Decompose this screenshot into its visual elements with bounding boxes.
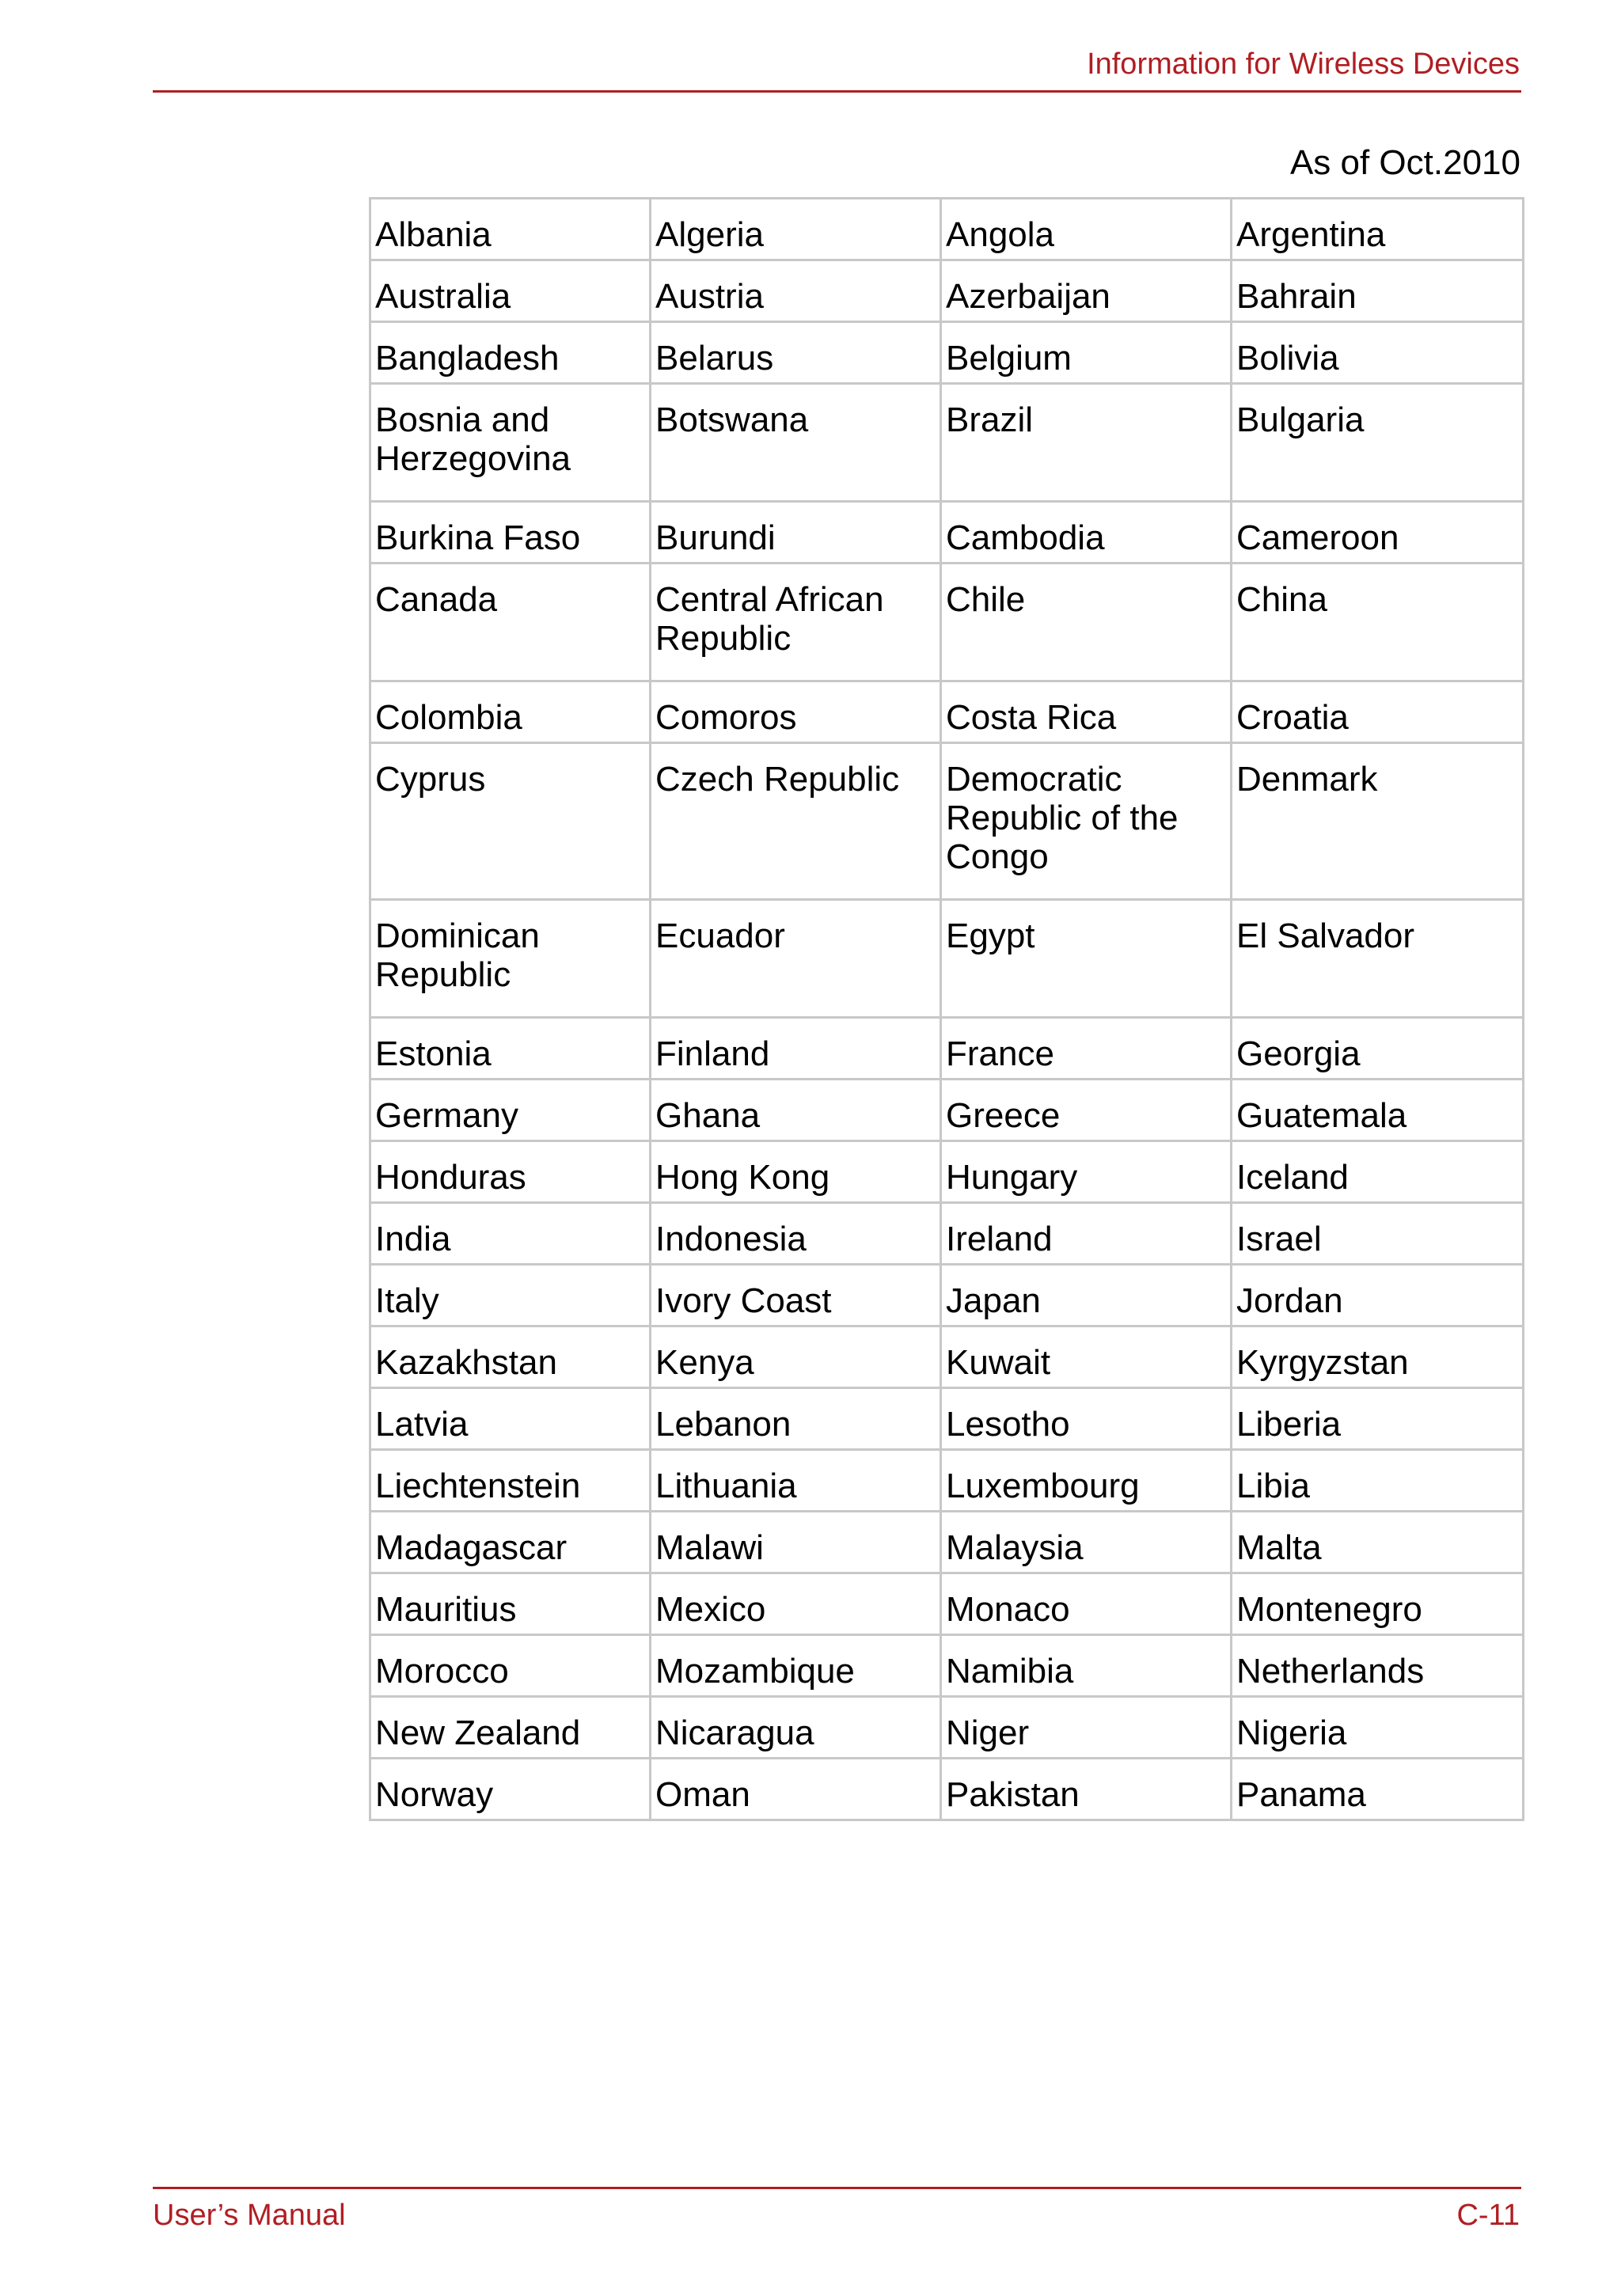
table-cell: Botswana — [651, 384, 941, 502]
table-cell: Iceland — [1232, 1141, 1524, 1203]
table-cell: Cameroon — [1232, 502, 1524, 564]
table-cell: Brazil — [941, 384, 1232, 502]
table-row — [370, 1080, 1524, 1141]
table-cell: Morocco — [370, 1635, 651, 1697]
table-row — [370, 1018, 1524, 1080]
table-cell: Panama — [1232, 1759, 1524, 1820]
table-row — [370, 743, 1524, 900]
table-row — [370, 384, 1524, 502]
table-cell: Mauritius — [370, 1573, 651, 1635]
table-cell: Dominican Republic — [370, 900, 651, 1018]
header-divider — [153, 90, 1521, 93]
table-cell: Kenya — [651, 1326, 941, 1388]
table-cell: Estonia — [370, 1018, 651, 1080]
table-cell: Azerbaijan — [941, 260, 1232, 322]
table-row — [370, 564, 1524, 681]
table-row — [370, 1697, 1524, 1759]
table-cell: Colombia — [370, 681, 651, 743]
table-cell: Croatia — [1232, 681, 1524, 743]
table-cell: Malaysia — [941, 1512, 1232, 1573]
table-cell: Canada — [370, 564, 651, 681]
table-row — [370, 1573, 1524, 1635]
footer-divider — [153, 2187, 1521, 2189]
footer-manual-title: User’s Manual — [153, 2199, 346, 2232]
table-cell: Monaco — [941, 1573, 1232, 1635]
table-cell: Honduras — [370, 1141, 651, 1203]
table-cell: Norway — [370, 1759, 651, 1820]
table-cell: Pakistan — [941, 1759, 1232, 1820]
table-cell: Finland — [651, 1018, 941, 1080]
table-cell: Oman — [651, 1759, 941, 1820]
table-cell: Georgia — [1232, 1018, 1524, 1080]
table-cell: Angola — [941, 199, 1232, 260]
table-row — [370, 199, 1524, 260]
table-cell: Lesotho — [941, 1388, 1232, 1450]
page-number: C-11 — [1456, 2199, 1520, 2232]
table-cell: Czech Republic — [651, 743, 941, 900]
table-cell: Central African Republic — [651, 564, 941, 681]
table-cell: El Salvador — [1232, 900, 1524, 1018]
table-cell: Burundi — [651, 502, 941, 564]
table-cell: Belgium — [941, 322, 1232, 384]
table-row — [370, 322, 1524, 384]
table-cell: Hong Kong — [651, 1141, 941, 1203]
table-cell: China — [1232, 564, 1524, 681]
table-cell: Indonesia — [651, 1203, 941, 1265]
table-cell: Japan — [941, 1265, 1232, 1326]
table-cell: Albania — [370, 199, 651, 260]
table-cell: Niger — [941, 1697, 1232, 1759]
table-row — [370, 1326, 1524, 1388]
table-cell: Egypt — [941, 900, 1232, 1018]
table-cell: Netherlands — [1232, 1635, 1524, 1697]
table-cell: Ecuador — [651, 900, 941, 1018]
table-cell: Cambodia — [941, 502, 1232, 564]
table-cell: Chile — [941, 564, 1232, 681]
table-row — [370, 1450, 1524, 1512]
table-cell: Comoros — [651, 681, 941, 743]
countries-table — [369, 197, 1524, 1821]
table-cell: Bahrain — [1232, 260, 1524, 322]
table-cell: France — [941, 1018, 1232, 1080]
table-cell: Jordan — [1232, 1265, 1524, 1326]
table-cell: Italy — [370, 1265, 651, 1326]
table-cell: Costa Rica — [941, 681, 1232, 743]
table-row — [370, 1203, 1524, 1265]
table-cell: Lebanon — [651, 1388, 941, 1450]
table-cell: Democratic Republic of the Congo — [941, 743, 1232, 900]
table-cell: Germany — [370, 1080, 651, 1141]
table-cell: Burkina Faso — [370, 502, 651, 564]
table-cell: Greece — [941, 1080, 1232, 1141]
table-cell: Hungary — [941, 1141, 1232, 1203]
table-row — [370, 1635, 1524, 1697]
table-cell: Israel — [1232, 1203, 1524, 1265]
table-cell: Bolivia — [1232, 322, 1524, 384]
table-cell: Mozambique — [651, 1635, 941, 1697]
as-of-date: As of Oct.2010 — [1289, 143, 1520, 182]
table-cell: Kazakhstan — [370, 1326, 651, 1388]
table-cell: Namibia — [941, 1635, 1232, 1697]
table-cell: Liechtenstein — [370, 1450, 651, 1512]
table-cell: New Zealand — [370, 1697, 651, 1759]
table-row — [370, 1512, 1524, 1573]
table-row — [370, 900, 1524, 1018]
table-row — [370, 260, 1524, 322]
table-row — [370, 1141, 1524, 1203]
running-header-title: Information for Wireless Devices — [1087, 47, 1520, 81]
table-cell: India — [370, 1203, 651, 1265]
table-row — [370, 1265, 1524, 1326]
table-cell: Ireland — [941, 1203, 1232, 1265]
table-cell: Austria — [651, 260, 941, 322]
table-cell: Kyrgyzstan — [1232, 1326, 1524, 1388]
table-cell: Kuwait — [941, 1326, 1232, 1388]
table-cell: Bosnia and Herzegovina — [370, 384, 651, 502]
table-row — [370, 502, 1524, 564]
table-cell: Algeria — [651, 199, 941, 260]
table-cell: Malawi — [651, 1512, 941, 1573]
table-cell: Ghana — [651, 1080, 941, 1141]
table-cell: Luxembourg — [941, 1450, 1232, 1512]
table-cell: Madagascar — [370, 1512, 651, 1573]
table-cell: Australia — [370, 260, 651, 322]
table-cell: Denmark — [1232, 743, 1524, 900]
table-cell: Bangladesh — [370, 322, 651, 384]
table-cell: Argentina — [1232, 199, 1524, 260]
table-cell: Belarus — [651, 322, 941, 384]
table-cell: Malta — [1232, 1512, 1524, 1573]
table-cell: Liberia — [1232, 1388, 1524, 1450]
table-cell: Guatemala — [1232, 1080, 1524, 1141]
table-cell: Nigeria — [1232, 1697, 1524, 1759]
table-cell: Mexico — [651, 1573, 941, 1635]
table-cell: Nicaragua — [651, 1697, 941, 1759]
table-cell: Montenegro — [1232, 1573, 1524, 1635]
table-cell: Bulgaria — [1232, 384, 1524, 502]
table-cell: Libia — [1232, 1450, 1524, 1512]
table-cell: Cyprus — [370, 743, 651, 900]
table-cell: Latvia — [370, 1388, 651, 1450]
table-row — [370, 1388, 1524, 1450]
table-cell: Lithuania — [651, 1450, 941, 1512]
table-row — [370, 681, 1524, 743]
table-cell: Ivory Coast — [651, 1265, 941, 1326]
table-row — [370, 1759, 1524, 1820]
